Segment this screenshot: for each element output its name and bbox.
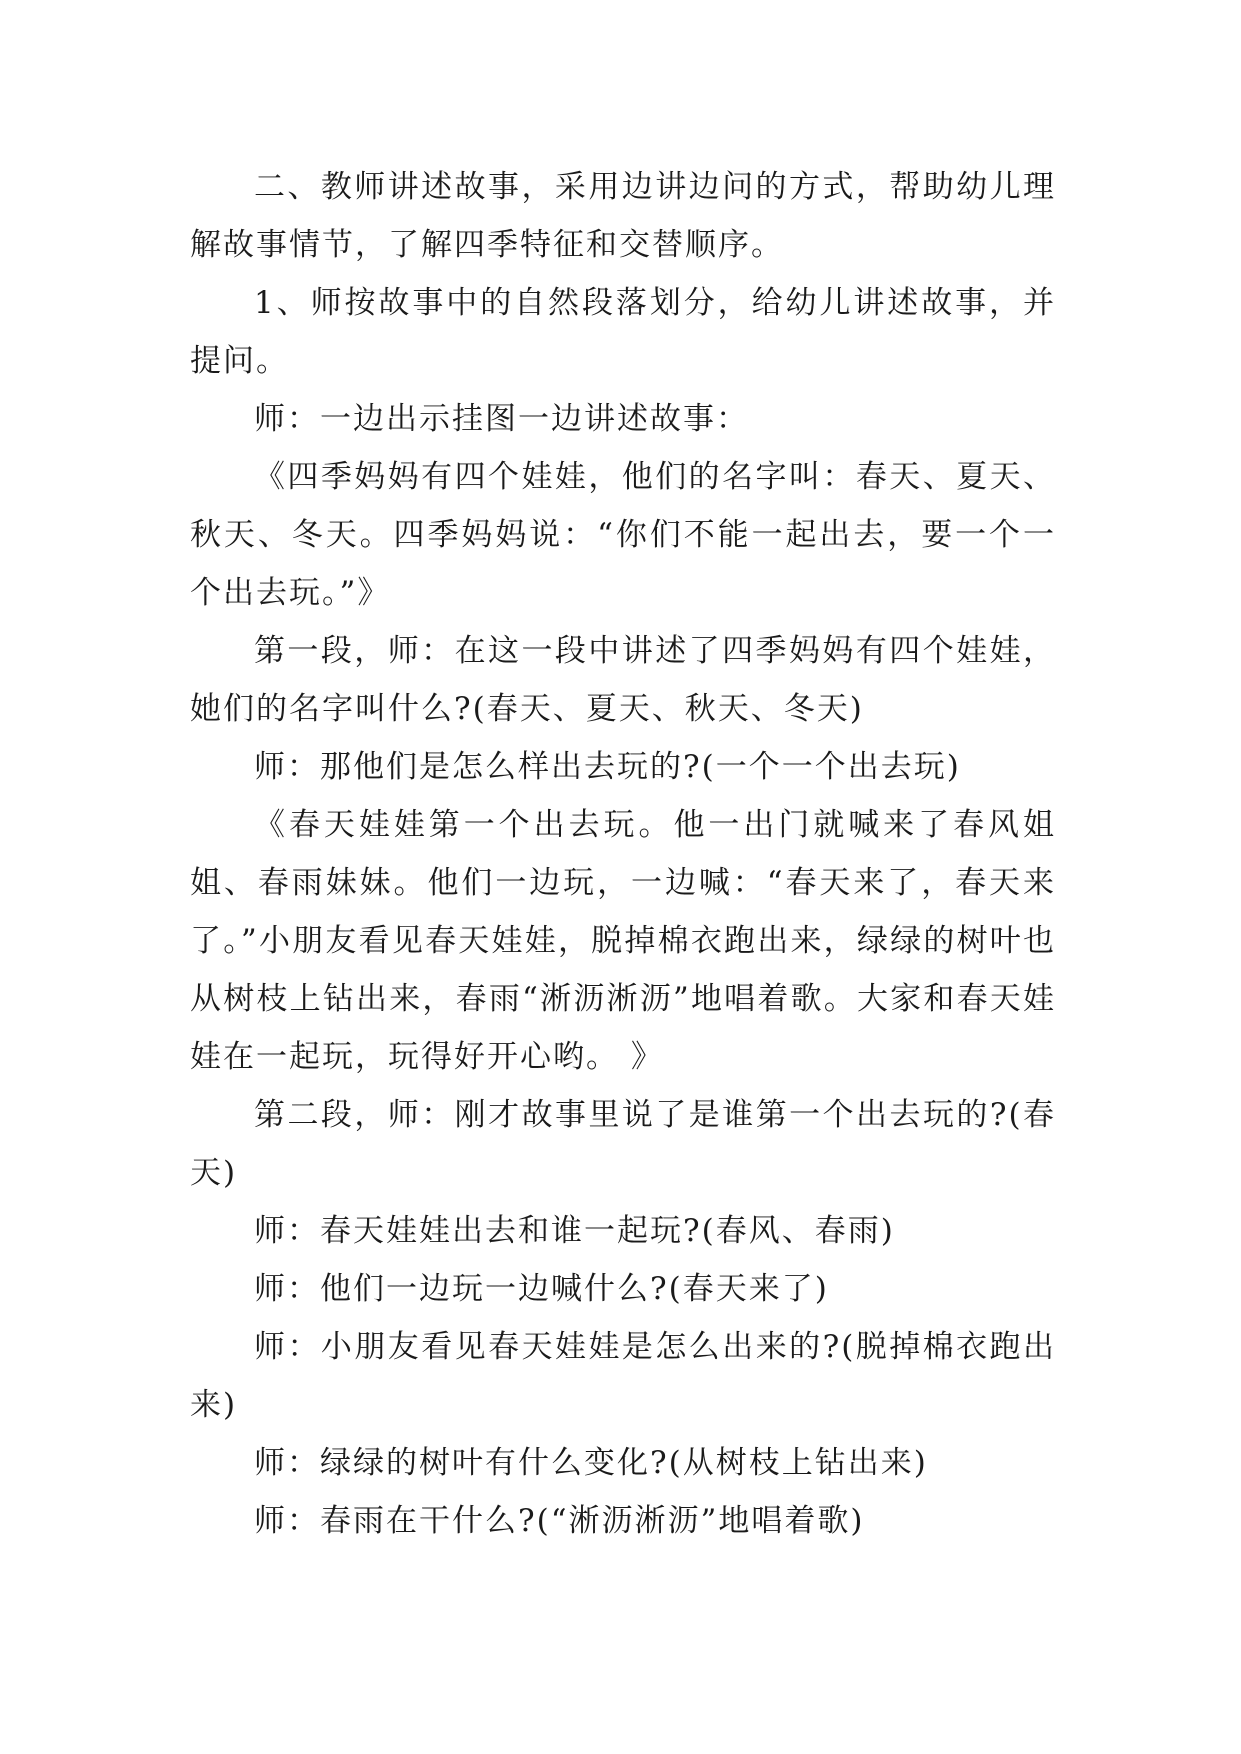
paragraph-question-how-play: 师：那他们是怎么样出去玩的?(一个一个出去玩) bbox=[254, 749, 961, 785]
paragraph-question-rain: 师：春雨在干什么?(“淅沥淅沥”地唱着歌) bbox=[254, 1503, 865, 1539]
paragraph-question-part-two: 第二段，师：刚才故事里说了是谁第一个出去玩的?(春天) bbox=[190, 1097, 1056, 1191]
paragraph-question-with-whom: 师：春天娃娃出去和谁一起玩?(春风、春雨) bbox=[254, 1213, 895, 1249]
paragraph-section-two-heading: 二、教师讲述故事，采用边讲边问的方式，帮助幼儿理解故事情节，了解四季特征和交替顺序。 bbox=[190, 169, 1056, 263]
paragraph-story-spring: 《春天娃娃第一个出去玩。他一出门就喊来了春风姐姐、春雨妹妹。他们一边玩，一边喊：“春天来了，春天来了。”小朋友看见春天娃娃，脱掉棉衣跑出来，绿绿的树叶也从树枝上钻出来，春雨“淅沥淅沥”地唱着歌。大家和春天娃娃在一起玩，玩得好开心哟。 》 bbox=[190, 807, 1056, 1075]
document-body bbox=[190, 158, 1056, 1550]
paragraph-question-children: 师：小朋友看见春天娃娃是怎么出来的?(脱掉棉衣跑出来) bbox=[190, 1329, 1056, 1423]
paragraph-question-shout: 师：他们一边玩一边喊什么?(春天来了) bbox=[254, 1271, 829, 1307]
paragraph-teacher-intro: 师：一边出示挂图一边讲述故事： bbox=[254, 401, 749, 437]
paragraph-question-part-one: 第一段，师：在这一段中讲述了四季妈妈有四个娃娃，她们的名字叫什么?(春天、夏天、秋天、冬天) bbox=[190, 633, 1056, 727]
paragraph-question-leaves: 师：绿绿的树叶有什么变化?(从树枝上钻出来) bbox=[254, 1445, 928, 1481]
paragraph-story-part-one: 《四季妈妈有四个娃娃，他们的名字叫：春天、夏天、秋天、冬天。四季妈妈说：“你们不能一起出去，要一个一个出去玩。”》 bbox=[190, 459, 1056, 611]
paragraph-step-one: 1、师按故事中的自然段落划分，给幼儿讲述故事，并提问。 bbox=[190, 285, 1056, 379]
